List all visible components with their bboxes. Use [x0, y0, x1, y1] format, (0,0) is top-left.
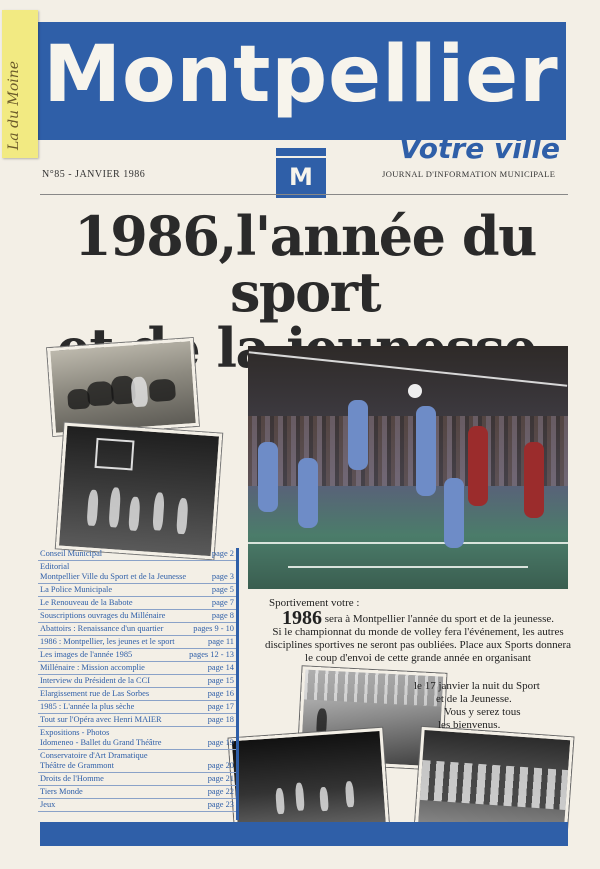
volleyball-icon — [408, 384, 422, 398]
editorial-paragraph: Si le championnat du monde de volley fera l'événement, les autres disciplines sportives ne seront pas oubliées. Place aux Sports donnera le coup d'envoi de cette grande année en organisant — [264, 626, 572, 664]
toc-item — [38, 649, 236, 662]
toc-item-page: page 18 — [207, 715, 234, 724]
toc-item-page: pages 9 - 10 — [193, 624, 234, 633]
toc-item — [38, 584, 236, 597]
toc-item-page: page 16 — [207, 689, 234, 698]
toc-item-page: page 8 — [211, 611, 234, 620]
toc-item — [38, 662, 236, 675]
toc-item-title: Droits de l'Homme — [40, 774, 104, 783]
toc-item-page: page 21 — [207, 774, 234, 783]
toc-item — [38, 636, 236, 649]
toc-item-title: La Police Municipale — [40, 585, 113, 594]
footer-banner — [40, 822, 568, 846]
toc-item — [38, 688, 236, 701]
issue-number: N°85 - JANVIER 1986 — [42, 169, 146, 180]
toc-item — [38, 548, 236, 561]
toc-item — [38, 597, 236, 610]
masthead-subtitle: Votre ville — [399, 132, 560, 165]
editorial-year: 1986 — [282, 607, 322, 629]
toc-item-title: 1986 : Montpellier, les jeunes et le sport — [40, 637, 175, 646]
toc-item-page: page 17 — [207, 702, 234, 711]
toc-item-title: Interview du Président de la CCI — [40, 676, 151, 685]
toc-item-page: page 5 — [211, 585, 234, 594]
toc-item-page: page 7 — [211, 598, 234, 607]
masthead-title: Montpellier — [43, 30, 559, 120]
handwritten-sticky-note — [2, 10, 38, 158]
toc-item-title: Tout sur l'Opéra avec Henri MAIER — [40, 715, 162, 724]
toc-item-page: page 20 — [207, 761, 234, 770]
basketball-game-photo — [56, 423, 222, 560]
toc-item-page: pages 12 - 13 — [189, 650, 234, 659]
toc-item-title: Souscriptions ouvrages du Millénaire — [40, 611, 166, 620]
toc-item — [38, 786, 236, 799]
toc-item — [38, 750, 236, 773]
toc-item-title: Jeux — [40, 800, 56, 809]
toc-item-page: page 22 — [207, 787, 234, 796]
editorial-close-1: le 17 janvier la nuit du Sport — [414, 680, 540, 692]
toc-item-title: Editorial Montpellier Ville du Sport et de la Jeunesse — [40, 562, 187, 581]
editorial-close-3: Vous y serez tous — [444, 706, 521, 718]
journal-tagline: JOURNAL D'INFORMATION MUNICIPALE — [382, 169, 556, 179]
toc-item-title: Abattoirs : Renaissance d'un quartier — [40, 624, 164, 633]
toc-item — [38, 701, 236, 714]
table-of-contents — [38, 548, 239, 820]
editorial-title: Sportivement votre : — [269, 597, 360, 609]
editorial-body — [262, 607, 574, 665]
toc-item-page: page 14 — [207, 663, 234, 672]
toc-item — [38, 623, 236, 636]
m-logo-icon: M — [276, 148, 326, 198]
volleyball-match-photo — [248, 346, 568, 589]
toc-item-page: page 15 — [207, 676, 234, 685]
toc-item — [38, 610, 236, 623]
toc-item — [38, 675, 236, 688]
toc-item — [38, 773, 236, 786]
headline-line-2: la — [216, 316, 269, 380]
toc-item-page: page 11 — [208, 637, 234, 646]
toc-item-title: Elargissement rue de Las Sorbes — [40, 689, 150, 698]
toc-item — [38, 727, 236, 750]
toc-item-title: Les images de l'année 1985 — [40, 650, 133, 659]
editorial-close-4: les bienvenus. — [438, 719, 501, 731]
toc-item-title: Le Renouveau de la Babote — [40, 598, 133, 607]
editorial-line-1: sera à Montpellier l'année du sport et de la jeunesse. — [324, 613, 554, 625]
toc-item-title: Millénaire : Mission accomplie — [40, 663, 145, 672]
toc-item-page: page 3 — [211, 572, 234, 581]
headline-line-1: 1986,l'année du sport — [74, 204, 536, 324]
toc-item — [38, 714, 236, 727]
toc-item-page: page 19 — [207, 738, 234, 747]
toc-item-title: Conseil Municipal — [40, 549, 103, 558]
toc-item-title: Tiers Monde — [40, 787, 83, 796]
editorial-closing — [400, 680, 550, 732]
sticky-note-text: La du Moine — [6, 60, 22, 150]
toc-item-title: 1985 : L'année la plus sèche — [40, 702, 135, 711]
editorial-close-2: et de la Jeunesse. — [436, 693, 512, 705]
toc-item — [38, 799, 236, 812]
rugby-scrum-photo — [47, 338, 199, 436]
toc-item-page: page 23 — [207, 800, 234, 809]
toc-item-page: page 2 — [211, 549, 234, 558]
toc-item-title: Expositions - Photos Idomeneo - Ballet du Grand Théâtre — [40, 728, 162, 747]
toc-item — [38, 561, 236, 584]
divider — [40, 194, 568, 195]
toc-item-title: Conservatoire d'Art Dramatique Théâtre de Grammont — [40, 751, 148, 770]
